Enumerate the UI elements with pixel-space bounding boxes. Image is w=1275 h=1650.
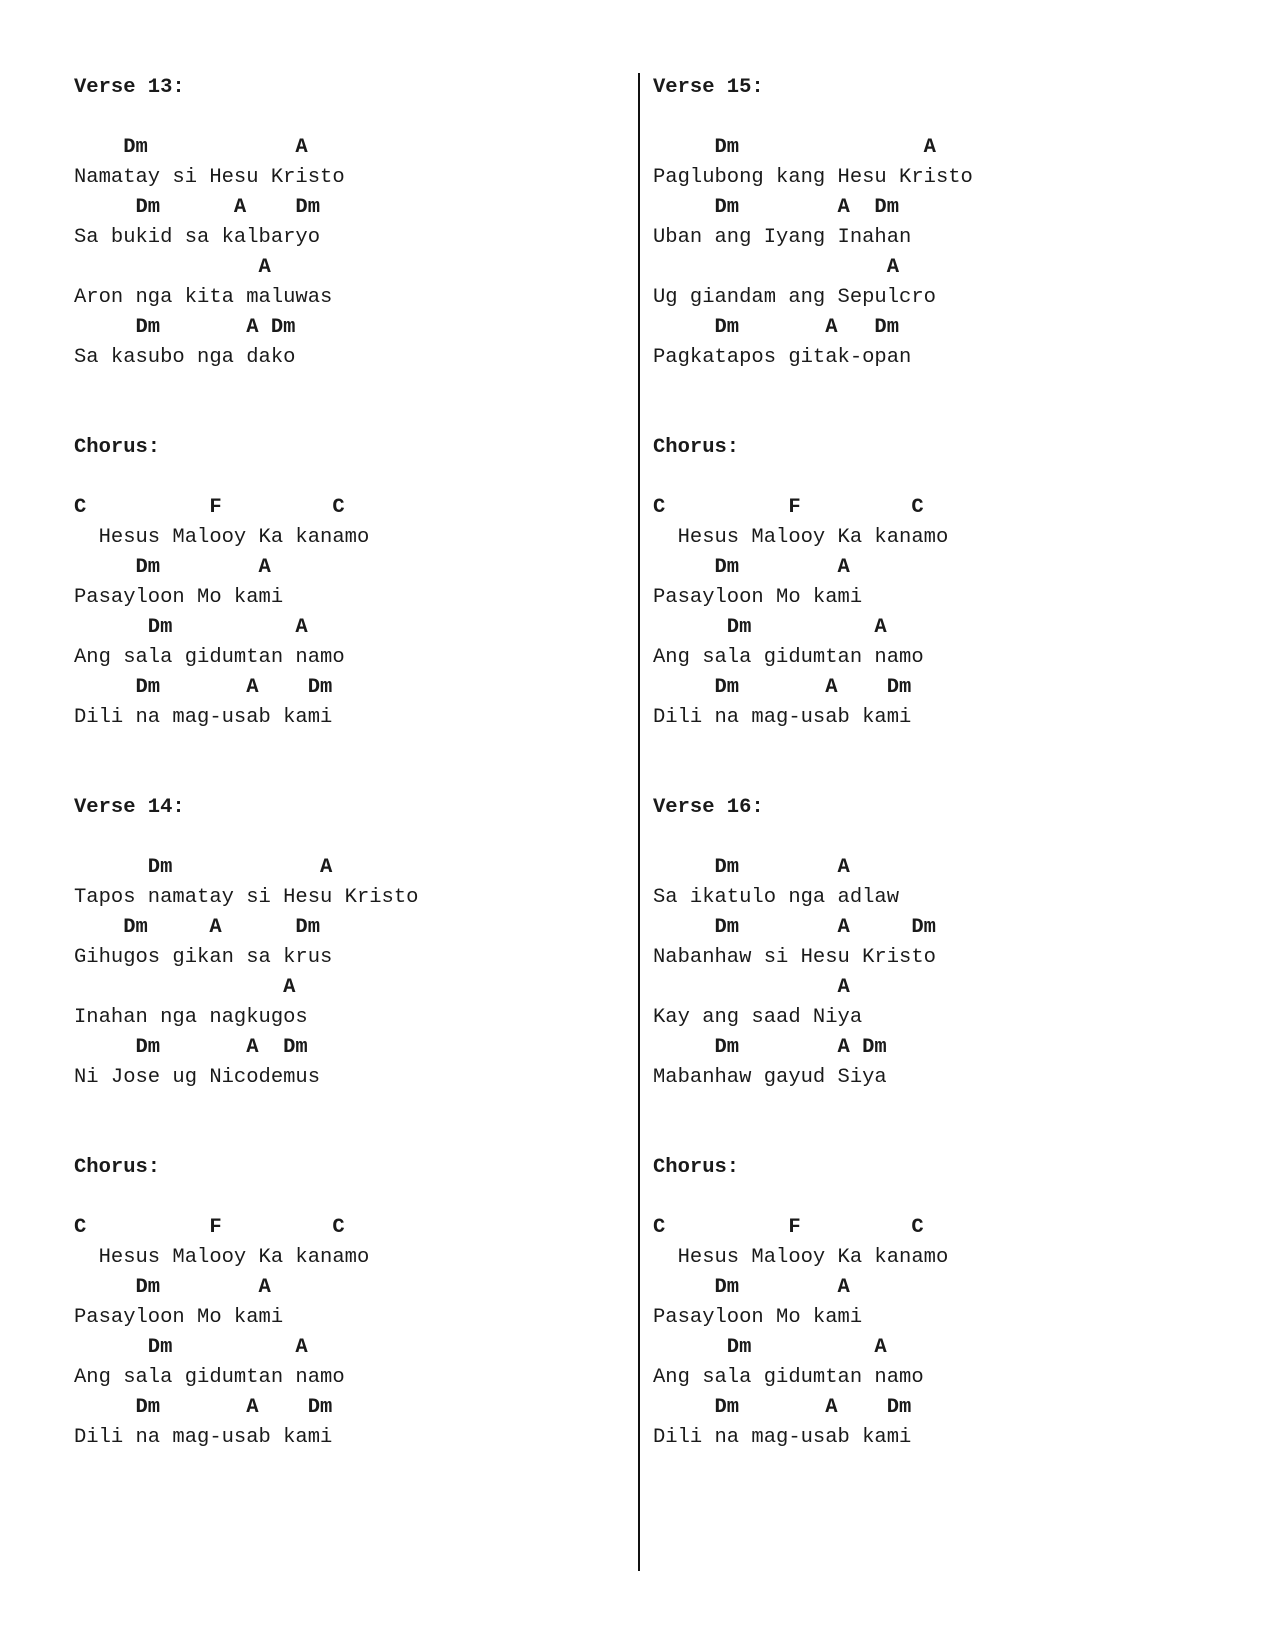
lyric-line: Mabanhaw gayud Siya [653, 1066, 887, 1089]
chord-line: Dm A Dm [653, 1396, 912, 1419]
chord-line: Dm A [74, 1336, 308, 1359]
lyric-line: Ang sala gidumtan namo [653, 646, 924, 669]
song-section [74, 73, 614, 373]
section-heading: Chorus: [74, 1156, 161, 1179]
lyric-line: Sa ikatulo nga adlaw [653, 886, 900, 909]
lyric-line: Pasayloon Mo kami [74, 586, 284, 609]
lyric-line: Pasayloon Mo kami [653, 1306, 863, 1329]
lyric-line: Pagkatapos gitak-opan [653, 346, 912, 369]
chord-line: C F C [74, 1216, 345, 1239]
lyric-line: Namatay si Hesu Kristo [74, 166, 345, 189]
column-divider [638, 73, 640, 1571]
lyric-line: Pasayloon Mo kami [653, 586, 863, 609]
chord-line: Dm A [653, 1276, 850, 1299]
lyric-line: Hesus Malooy Ka kanamo [653, 1246, 949, 1269]
chord-line: A [74, 976, 296, 999]
chord-line: Dm A [74, 856, 333, 879]
lyric-line: Pasayloon Mo kami [74, 1306, 284, 1329]
lyric-line: Ang sala gidumtan namo [74, 1366, 345, 1389]
chord-line: C F C [74, 496, 345, 519]
lyric-line: Dili na mag-usab kami [653, 706, 912, 729]
lyric-line: Tapos namatay si Hesu Kristo [74, 886, 419, 909]
chord-line: C F C [653, 1216, 924, 1239]
lyric-line: Uban ang Iyang Inahan [653, 226, 912, 249]
lyric-line: Sa kasubo nga dako [74, 346, 296, 369]
chord-line: Dm A [653, 136, 936, 159]
lyric-line: Ang sala gidumtan namo [74, 646, 345, 669]
lyric-line: Hesus Malooy Ka kanamo [653, 526, 949, 549]
chord-line: Dm A [74, 1276, 271, 1299]
chord-line: Dm A Dm [653, 196, 900, 219]
song-section [74, 433, 614, 733]
section-heading: Verse 14: [74, 796, 185, 819]
chord-line: C F C [653, 496, 924, 519]
song-section [653, 1153, 1193, 1453]
lyric-line: Ang sala gidumtan namo [653, 1366, 924, 1389]
chord-line: Dm A Dm [653, 916, 936, 939]
chord-line: A [74, 256, 271, 279]
chord-line: Dm A [74, 136, 308, 159]
right-column [653, 73, 1193, 1453]
song-section [653, 73, 1193, 373]
lyric-line: Dili na mag-usab kami [74, 1426, 333, 1449]
lyric-line: Paglubong kang Hesu Kristo [653, 166, 973, 189]
chord-line: Dm A [653, 1336, 887, 1359]
lyric-line: Nabanhaw si Hesu Kristo [653, 946, 936, 969]
section-heading: Chorus: [653, 436, 740, 459]
left-column [74, 73, 614, 1453]
lyric-line: Ug giandam ang Sepulcro [653, 286, 936, 309]
chord-line: A [653, 256, 900, 279]
chord-line: Dm A [653, 616, 887, 639]
lyric-line: Dili na mag-usab kami [74, 706, 333, 729]
lyric-line: Dili na mag-usab kami [653, 1426, 912, 1449]
chord-line: Dm A Dm [74, 316, 296, 339]
section-heading: Chorus: [74, 436, 161, 459]
chord-line: Dm A Dm [74, 676, 333, 699]
lyric-line: Aron nga kita maluwas [74, 286, 333, 309]
lyric-line: Hesus Malooy Ka kanamo [74, 1246, 370, 1269]
lyric-line: Sa bukid sa kalbaryo [74, 226, 321, 249]
section-heading: Verse 16: [653, 796, 764, 819]
lyric-line: Inahan nga nagkugos [74, 1006, 308, 1029]
chord-line: Dm A [653, 556, 850, 579]
chord-line: A [653, 976, 850, 999]
lyric-line: Hesus Malooy Ka kanamo [74, 526, 370, 549]
chord-line: Dm A [74, 556, 271, 579]
section-heading: Verse 13: [74, 76, 185, 99]
lyric-line: Kay ang saad Niya [653, 1006, 863, 1029]
chord-line: Dm A Dm [74, 1036, 308, 1059]
chord-line: Dm A Dm [74, 1396, 333, 1419]
chord-line: Dm A Dm [74, 916, 321, 939]
song-section [74, 793, 614, 1093]
chord-line: Dm A Dm [653, 676, 912, 699]
chord-line: Dm A Dm [653, 316, 900, 339]
lyric-line: Gihugos gikan sa krus [74, 946, 333, 969]
section-heading: Chorus: [653, 1156, 740, 1179]
song-section [74, 1153, 614, 1453]
chord-line: Dm A Dm [74, 196, 321, 219]
song-section [653, 433, 1193, 733]
section-heading: Verse 15: [653, 76, 764, 99]
chord-line: Dm A [653, 856, 850, 879]
chord-line: Dm A Dm [653, 1036, 887, 1059]
lyric-line: Ni Jose ug Nicodemus [74, 1066, 321, 1089]
chord-line: Dm A [74, 616, 308, 639]
song-section [653, 793, 1193, 1093]
